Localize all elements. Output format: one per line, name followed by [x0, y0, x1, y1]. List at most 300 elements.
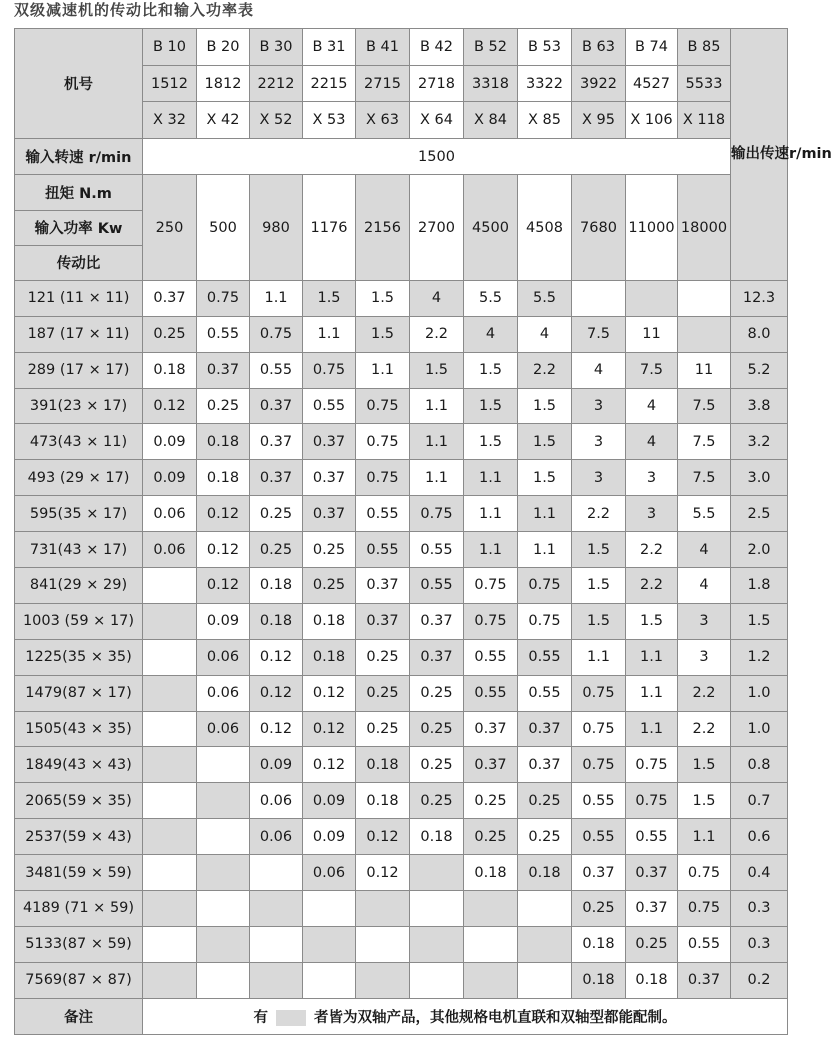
power-cell — [143, 962, 197, 998]
table-row — [15, 711, 788, 747]
power-cell: 0.25 — [572, 891, 626, 927]
power-cell: 1.5 — [572, 532, 626, 568]
power-cell: 0.55 — [678, 926, 731, 962]
output-speed-cell: 1.5 — [731, 603, 788, 639]
power-cell: 0.18 — [356, 747, 410, 783]
model-code-number: 1512 — [143, 65, 197, 102]
power-cell: 0.18 — [572, 926, 626, 962]
table-row — [15, 280, 788, 316]
model-code-b: B 42 — [410, 29, 464, 66]
power-cell: 4 — [678, 568, 731, 604]
power-cell: 0.12 — [197, 568, 250, 604]
power-cell — [518, 891, 572, 927]
power-cell: 0.18 — [143, 352, 197, 388]
power-cell: 1.1 — [626, 675, 678, 711]
power-cell: 0.06 — [197, 711, 250, 747]
power-cell: 1.1 — [678, 819, 731, 855]
power-cell: 0.06 — [197, 675, 250, 711]
output-speed-cell: 2.5 — [731, 496, 788, 532]
ratio-cell: 1003 (59 × 17) — [15, 603, 143, 639]
power-cell — [410, 962, 464, 998]
power-cell: 0.25 — [356, 675, 410, 711]
power-cell: 0.12 — [303, 747, 356, 783]
power-cell: 0.55 — [250, 352, 303, 388]
table-row — [15, 855, 788, 891]
power-cell: 0.18 — [197, 460, 250, 496]
model-code-number: 3322 — [518, 65, 572, 102]
power-cell: 0.12 — [250, 711, 303, 747]
power-cell: 2.2 — [626, 532, 678, 568]
power-cell: 2.2 — [410, 316, 464, 352]
model-code-x: X 64 — [410, 102, 464, 139]
power-cell: 0.75 — [678, 855, 731, 891]
model-code-x: X 42 — [197, 102, 250, 139]
power-cell: 1.1 — [410, 424, 464, 460]
power-cell: 0.12 — [250, 639, 303, 675]
power-cell: 0.25 — [197, 388, 250, 424]
power-cell — [197, 962, 250, 998]
power-cell — [464, 962, 518, 998]
power-cell: 0.37 — [250, 424, 303, 460]
power-cell: 0.55 — [572, 783, 626, 819]
power-cell — [143, 855, 197, 891]
power-cell: 1.5 — [518, 388, 572, 424]
power-cell — [250, 962, 303, 998]
power-cell: 7.5 — [572, 316, 626, 352]
power-cell: 0.09 — [250, 747, 303, 783]
power-cell: 0.55 — [356, 496, 410, 532]
ratio-cell: 2065(59 × 35) — [15, 783, 143, 819]
ratio-cell: 4189 (71 × 59) — [15, 891, 143, 927]
power-cell: 0.37 — [356, 603, 410, 639]
power-cell — [197, 819, 250, 855]
power-cell: 3 — [678, 639, 731, 675]
power-cell: 1.1 — [464, 532, 518, 568]
power-cell: 3 — [572, 460, 626, 496]
model-code-number: 3922 — [572, 65, 626, 102]
input-speed-value: 1500 — [143, 139, 731, 175]
power-cell: 1.1 — [356, 352, 410, 388]
power-cell — [143, 891, 197, 927]
model-code-x: X 32 — [143, 102, 197, 139]
note-label: 备注 — [15, 998, 143, 1034]
power-cell: 1.1 — [464, 496, 518, 532]
power-cell: 0.25 — [410, 783, 464, 819]
power-cell: 1.1 — [626, 711, 678, 747]
power-cell: 0.18 — [518, 855, 572, 891]
table-row — [15, 532, 788, 568]
output-speed-cell: 12.3 — [731, 280, 788, 316]
power-cell: 0.37 — [518, 747, 572, 783]
note-suffix: 者皆为双轴产品，其他规格电机直联和双轴型都能配制。 — [314, 1009, 677, 1026]
power-cell: 0.12 — [356, 855, 410, 891]
power-cell: 0.37 — [356, 568, 410, 604]
power-cell: 0.12 — [197, 496, 250, 532]
torque-value: 980 — [250, 175, 303, 281]
table-row — [15, 496, 788, 532]
power-cell — [143, 747, 197, 783]
power-cell: 1.5 — [572, 603, 626, 639]
output-speed-cell: 0.6 — [731, 819, 788, 855]
power-cell: 0.25 — [410, 711, 464, 747]
ratio-cell: 1225(35 × 35) — [15, 639, 143, 675]
power-cell: 0.75 — [464, 603, 518, 639]
power-cell: 0.55 — [197, 316, 250, 352]
input-speed-label: 输入转速 r/min — [15, 139, 143, 175]
power-cell: 3 — [572, 424, 626, 460]
power-cell — [626, 280, 678, 316]
model-code-number: 4527 — [626, 65, 678, 102]
power-cell: 0.75 — [356, 424, 410, 460]
power-cell: 0.37 — [250, 460, 303, 496]
power-cell: 11 — [678, 352, 731, 388]
ratio-cell: 731(43 × 17) — [15, 532, 143, 568]
ratio-cell: 7569(87 × 87) — [15, 962, 143, 998]
power-cell: 0.25 — [250, 496, 303, 532]
output-speed-cell: 0.4 — [731, 855, 788, 891]
power-cell — [250, 855, 303, 891]
power-cell: 1.1 — [410, 460, 464, 496]
power-cell: 0.37 — [303, 460, 356, 496]
power-cell: 0.18 — [303, 603, 356, 639]
ratio-cell: 289 (17 × 17) — [15, 352, 143, 388]
power-cell: 0.55 — [303, 388, 356, 424]
table-row — [15, 675, 788, 711]
power-cell: 5.5 — [518, 280, 572, 316]
output-speed-cell: 0.2 — [731, 962, 788, 998]
power-cell: 2.2 — [678, 711, 731, 747]
ratio-cell: 1505(43 × 35) — [15, 711, 143, 747]
power-cell: 5.5 — [678, 496, 731, 532]
power-cell: 0.12 — [143, 388, 197, 424]
power-cell: 0.55 — [410, 568, 464, 604]
model-code-x: X 52 — [250, 102, 303, 139]
power-cell: 0.75 — [464, 568, 518, 604]
output-speed-cell: 8.0 — [731, 316, 788, 352]
power-cell: 4 — [678, 532, 731, 568]
power-cell: 0.18 — [250, 568, 303, 604]
power-cell: 1.5 — [626, 603, 678, 639]
power-cell: 1.5 — [572, 568, 626, 604]
output-speed-cell: 1.2 — [731, 639, 788, 675]
power-cell: 0.06 — [303, 855, 356, 891]
power-cell: 1.1 — [626, 639, 678, 675]
note-prefix: 有 — [253, 1009, 268, 1026]
power-cell — [197, 891, 250, 927]
ratio-cell: 841(29 × 29) — [15, 568, 143, 604]
table-row — [15, 460, 788, 496]
power-cell: 0.55 — [626, 819, 678, 855]
ratio-cell: 473(43 × 11) — [15, 424, 143, 460]
power-cell: 0.75 — [250, 316, 303, 352]
model-code-number: 1812 — [197, 65, 250, 102]
model-code-b: B 10 — [143, 29, 197, 66]
power-cell: 0.25 — [143, 316, 197, 352]
power-cell: 7.5 — [626, 352, 678, 388]
power-cell — [250, 926, 303, 962]
power-cell: 0.06 — [143, 496, 197, 532]
power-cell: 4 — [410, 280, 464, 316]
power-cell — [303, 962, 356, 998]
model-code-x: X 63 — [356, 102, 410, 139]
power-cell — [464, 891, 518, 927]
power-cell: 1.5 — [464, 352, 518, 388]
torque-value: 1176 — [303, 175, 356, 281]
power-cell: 1.5 — [410, 352, 464, 388]
ratio-cell: 187 (17 × 11) — [15, 316, 143, 352]
output-speed-cell: 2.0 — [731, 532, 788, 568]
power-cell: 0.12 — [250, 675, 303, 711]
model-code-x: X 118 — [678, 102, 731, 139]
power-cell: 0.06 — [143, 532, 197, 568]
power-cell: 0.25 — [518, 783, 572, 819]
power-cell: 0.25 — [518, 819, 572, 855]
power-cell: 0.37 — [518, 711, 572, 747]
output-speed-cell: 0.3 — [731, 891, 788, 927]
power-cell — [143, 675, 197, 711]
note-text — [143, 998, 788, 1034]
power-cell: 0.55 — [572, 819, 626, 855]
power-cell: 4 — [572, 352, 626, 388]
model-code-x: X 95 — [572, 102, 626, 139]
input-power-label: 输入功率 Kw — [15, 210, 143, 245]
power-cell: 0.25 — [410, 747, 464, 783]
table-row — [15, 819, 788, 855]
power-cell: 0.37 — [143, 280, 197, 316]
power-cell — [410, 891, 464, 927]
power-cell: 0.18 — [356, 783, 410, 819]
table-row — [15, 639, 788, 675]
output-speed-cell: 1.0 — [731, 675, 788, 711]
ratio-label: 传动比 — [15, 245, 143, 280]
power-cell: 0.75 — [410, 496, 464, 532]
shaded-swatch — [276, 1010, 306, 1026]
power-cell: 0.12 — [197, 532, 250, 568]
model-code-x: X 84 — [464, 102, 518, 139]
power-cell: 1.5 — [464, 388, 518, 424]
power-cell: 0.09 — [303, 783, 356, 819]
power-cell: 0.18 — [464, 855, 518, 891]
power-cell: 0.37 — [464, 711, 518, 747]
output-speed-header: 输出传速r/min — [731, 29, 788, 281]
torque-value: 250 — [143, 175, 197, 281]
power-cell: 0.55 — [356, 532, 410, 568]
power-cell — [250, 891, 303, 927]
model-code-number: 2212 — [250, 65, 303, 102]
power-cell: 2.2 — [572, 496, 626, 532]
power-cell: 0.25 — [626, 926, 678, 962]
power-cell — [356, 962, 410, 998]
power-cell — [464, 926, 518, 962]
power-cell: 0.09 — [197, 603, 250, 639]
model-code-b: B 63 — [572, 29, 626, 66]
model-code-number: 3318 — [464, 65, 518, 102]
power-cell: 0.25 — [464, 819, 518, 855]
power-cell — [197, 783, 250, 819]
table-row — [15, 783, 788, 819]
power-cell: 7.5 — [678, 388, 731, 424]
power-cell: 1.1 — [464, 460, 518, 496]
model-code-b: B 30 — [250, 29, 303, 66]
power-cell: 0.37 — [303, 424, 356, 460]
power-cell: 3 — [572, 388, 626, 424]
output-speed-cell: 3.8 — [731, 388, 788, 424]
power-cell — [356, 926, 410, 962]
model-code-x: X 53 — [303, 102, 356, 139]
power-cell: 4 — [626, 388, 678, 424]
output-speed-cell: 1.8 — [731, 568, 788, 604]
ratio-cell: 3481(59 × 59) — [15, 855, 143, 891]
output-speed-cell: 0.7 — [731, 783, 788, 819]
ratio-cell: 595(35 × 17) — [15, 496, 143, 532]
torque-value: 4508 — [518, 175, 572, 281]
output-speed-cell: 3.2 — [731, 424, 788, 460]
ratio-power-table — [14, 28, 832, 1035]
power-cell: 0.75 — [197, 280, 250, 316]
model-code-b: B 74 — [626, 29, 678, 66]
power-cell: 0.37 — [464, 747, 518, 783]
power-cell: 0.25 — [356, 639, 410, 675]
power-cell — [410, 926, 464, 962]
power-cell: 0.18 — [197, 424, 250, 460]
power-cell: 5.5 — [464, 280, 518, 316]
power-cell: 0.75 — [356, 388, 410, 424]
power-cell: 0.18 — [626, 962, 678, 998]
power-cell: 0.25 — [250, 532, 303, 568]
output-speed-cell: 0.3 — [731, 926, 788, 962]
power-cell — [197, 855, 250, 891]
power-cell: 1.1 — [303, 316, 356, 352]
power-cell: 0.12 — [303, 711, 356, 747]
torque-value: 2700 — [410, 175, 464, 281]
power-cell: 0.75 — [678, 891, 731, 927]
power-cell: 3 — [626, 496, 678, 532]
power-cell: 0.25 — [356, 711, 410, 747]
table-row — [15, 424, 788, 460]
power-cell: 0.06 — [250, 819, 303, 855]
output-speed-cell: 0.8 — [731, 747, 788, 783]
model-label: 机号 — [15, 29, 143, 139]
power-cell — [572, 280, 626, 316]
torque-label: 扭矩 N.m — [15, 175, 143, 210]
power-cell — [143, 711, 197, 747]
power-cell: 0.75 — [356, 460, 410, 496]
model-code-number: 2715 — [356, 65, 410, 102]
power-cell: 0.37 — [410, 603, 464, 639]
power-cell: 0.12 — [356, 819, 410, 855]
power-cell: 0.75 — [572, 675, 626, 711]
power-cell: 0.75 — [572, 711, 626, 747]
power-cell: 1.5 — [303, 280, 356, 316]
table-row — [15, 747, 788, 783]
model-code-number: 5533 — [678, 65, 731, 102]
power-cell — [197, 747, 250, 783]
table-row — [15, 926, 788, 962]
power-cell: 2.2 — [626, 568, 678, 604]
power-cell — [303, 926, 356, 962]
model-code-x: X 106 — [626, 102, 678, 139]
power-cell: 0.09 — [143, 424, 197, 460]
power-cell: 0.55 — [518, 639, 572, 675]
torque-value: 500 — [197, 175, 250, 281]
power-cell: 1.1 — [572, 639, 626, 675]
power-cell: 0.18 — [410, 819, 464, 855]
power-cell: 0.75 — [303, 352, 356, 388]
power-cell: 0.55 — [518, 675, 572, 711]
power-cell: 1.5 — [356, 280, 410, 316]
power-cell — [410, 855, 464, 891]
power-cell: 0.06 — [197, 639, 250, 675]
table-row — [15, 962, 788, 998]
power-cell: 0.09 — [143, 460, 197, 496]
power-cell — [356, 891, 410, 927]
power-cell: 4 — [464, 316, 518, 352]
power-cell: 0.37 — [250, 388, 303, 424]
power-cell: 3 — [626, 460, 678, 496]
power-cell — [518, 962, 572, 998]
power-cell — [143, 568, 197, 604]
power-cell: 1.5 — [518, 460, 572, 496]
power-cell: 0.75 — [518, 568, 572, 604]
power-cell: 0.18 — [250, 603, 303, 639]
power-cell — [143, 783, 197, 819]
output-speed-cell: 1.0 — [731, 711, 788, 747]
power-cell: 0.37 — [572, 855, 626, 891]
ratio-cell: 2537(59 × 43) — [15, 819, 143, 855]
torque-value: 2156 — [356, 175, 410, 281]
torque-value: 11000 — [626, 175, 678, 281]
power-cell: 1.1 — [518, 532, 572, 568]
power-cell: 0.25 — [464, 783, 518, 819]
torque-value: 4500 — [464, 175, 518, 281]
power-cell: 2.2 — [678, 675, 731, 711]
power-cell — [143, 926, 197, 962]
model-code-b: B 31 — [303, 29, 356, 66]
power-cell: 1.5 — [356, 316, 410, 352]
ratio-cell: 1849(43 × 43) — [15, 747, 143, 783]
table-row — [15, 891, 788, 927]
power-cell: 0.12 — [303, 675, 356, 711]
power-cell: 1.5 — [464, 424, 518, 460]
power-cell: 0.37 — [410, 639, 464, 675]
model-code-number: 2718 — [410, 65, 464, 102]
model-code-b: B 52 — [464, 29, 518, 66]
power-cell: 0.55 — [464, 639, 518, 675]
output-speed-cell: 3.0 — [731, 460, 788, 496]
ratio-cell: 121 (11 × 11) — [15, 280, 143, 316]
power-cell: 1.5 — [678, 747, 731, 783]
model-code-b: B 53 — [518, 29, 572, 66]
power-cell — [518, 926, 572, 962]
power-cell — [678, 280, 731, 316]
table-row — [15, 352, 788, 388]
power-cell: 1.1 — [410, 388, 464, 424]
table-row — [15, 388, 788, 424]
power-cell: 0.37 — [197, 352, 250, 388]
power-cell — [303, 891, 356, 927]
power-cell: 0.18 — [303, 639, 356, 675]
model-code-b: B 41 — [356, 29, 410, 66]
torque-value: 7680 — [572, 175, 626, 281]
power-cell: 0.37 — [626, 891, 678, 927]
model-code-number: 2215 — [303, 65, 356, 102]
power-cell: 1.1 — [250, 280, 303, 316]
power-cell: 0.75 — [626, 783, 678, 819]
power-cell: 1.5 — [518, 424, 572, 460]
output-speed-cell: 5.2 — [731, 352, 788, 388]
power-cell — [678, 316, 731, 352]
power-cell: 0.75 — [518, 603, 572, 639]
